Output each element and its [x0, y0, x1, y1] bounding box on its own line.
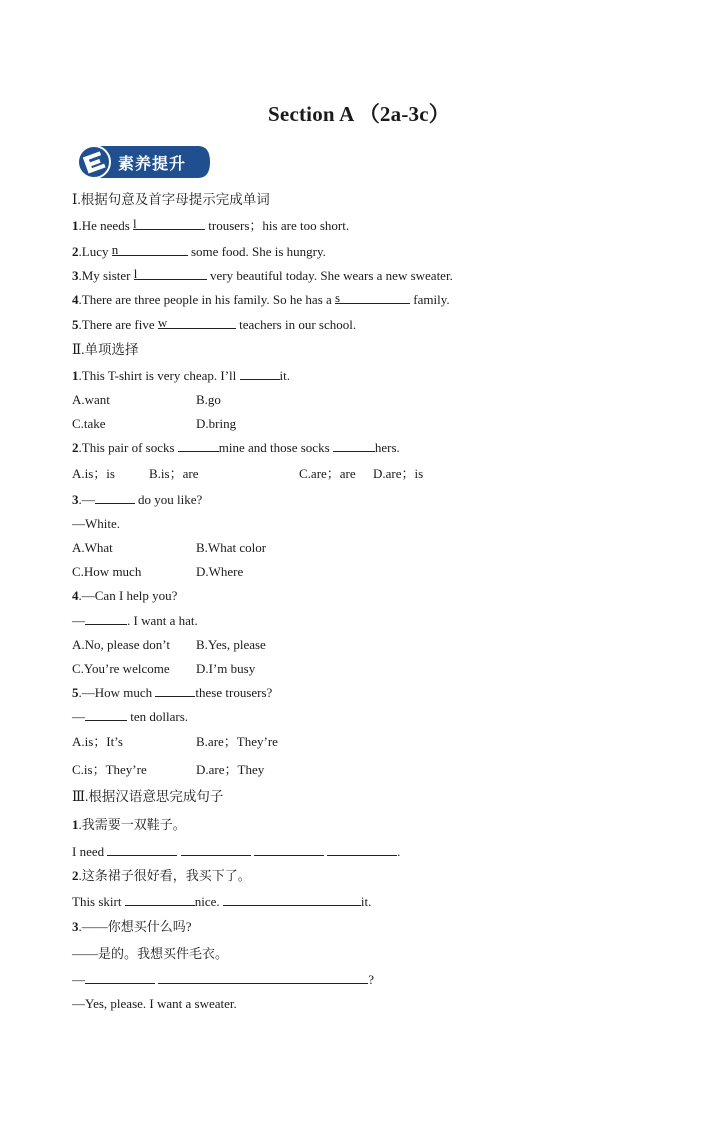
option-b[interactable]: B.is；are	[149, 466, 199, 481]
option-d[interactable]: D.I’m busy	[196, 661, 256, 676]
answer-blank[interactable]	[333, 439, 375, 452]
translation-answer-3: — ?	[72, 972, 375, 987]
dialog-reply: — ten dollars.	[72, 709, 189, 724]
mc-question-4: 4.—Can I help you?	[72, 588, 178, 603]
mc-question-1: 1.This T-shirt is very cheap. I’ll it.	[72, 368, 291, 383]
option-d[interactable]: D.are；is	[373, 466, 424, 481]
option-c[interactable]: C.You’re welcome	[72, 661, 170, 676]
option-b[interactable]: B.are；They’re	[196, 734, 278, 749]
dialog-reply: —Yes, please. I want a sweater.	[72, 996, 237, 1011]
section-heading-1: Ⅰ.根据句意及首字母提示完成单词	[72, 192, 270, 207]
translation-answer-2: This skirt nice. it.	[72, 894, 372, 909]
answer-blank[interactable]	[158, 971, 368, 984]
option-c[interactable]: C.are；are	[299, 466, 356, 481]
section-heading-3: Ⅲ.根据汉语意思完成句子	[72, 789, 224, 804]
answer-blank[interactable]: s	[335, 291, 410, 304]
answer-blank[interactable]	[125, 893, 195, 906]
page-title: Section A （2a-3c）	[268, 102, 450, 126]
answer-blank[interactable]	[155, 684, 195, 697]
mc-question-2: 2.This pair of socks mine and those socks hers.	[72, 440, 400, 455]
translation-answer-1: I need .	[72, 844, 401, 859]
option-b[interactable]: B.go	[196, 392, 221, 407]
option-c[interactable]: C.take	[72, 416, 106, 431]
answer-blank[interactable]: l	[133, 217, 205, 230]
option-b[interactable]: B.What color	[196, 540, 267, 555]
part1-item-1: 1.He needs l trousers；his are too short.	[72, 216, 350, 233]
option-d[interactable]: D.bring	[196, 416, 237, 431]
option-a[interactable]: A.is；is	[72, 466, 115, 481]
dialog-reply: —White.	[72, 516, 121, 531]
option-a[interactable]: A.is；It’s	[72, 734, 123, 749]
answer-blank[interactable]	[85, 612, 127, 625]
part1-item-3: 3.My sister l very beautiful today. She wears a new sweater.	[72, 266, 453, 283]
option-b[interactable]: B.Yes, please	[196, 637, 266, 652]
option-a[interactable]: A.want	[72, 392, 110, 407]
answer-blank[interactable]	[327, 843, 397, 856]
mc-question-3: 3.— do you like?	[72, 492, 203, 507]
answer-blank[interactable]	[223, 893, 361, 906]
translation-prompt-3: 3.——你想买什么吗?	[72, 919, 192, 934]
answer-blank[interactable]: l	[134, 267, 207, 280]
translation-prompt-2: 2.这条裙子很好看，我买下了。	[72, 868, 251, 883]
part1-item-2: 2.Lucy n some food. She is hungry.	[72, 242, 326, 259]
badge-label: 素养提升	[118, 154, 187, 173]
option-a[interactable]: A.No, please don’t	[72, 637, 170, 652]
dialog-reply: — . I want a hat.	[72, 613, 198, 628]
option-d[interactable]: D.Where	[196, 564, 244, 579]
answer-blank[interactable]	[178, 439, 219, 452]
option-a[interactable]: A.What	[72, 540, 113, 555]
answer-blank[interactable]	[254, 843, 324, 856]
mc-question-5: 5.—How much these trousers?	[72, 685, 273, 700]
answer-blank[interactable]	[85, 708, 127, 721]
translation-prompt-3-reply: ——是的。我想买件毛衣。	[72, 946, 229, 961]
part1-item-4: 4.There are three people in his family. So he has a s family.	[72, 290, 450, 307]
section-heading-2: Ⅱ.单项选择	[72, 342, 139, 357]
answer-blank[interactable]: w	[158, 316, 236, 329]
answer-blank[interactable]	[240, 367, 280, 380]
option-c[interactable]: C.How much	[72, 564, 142, 579]
answer-blank[interactable]	[95, 491, 135, 504]
translation-prompt-1: 1.我需要一双鞋子。	[72, 817, 186, 832]
option-c[interactable]: C.is；They’re	[72, 762, 147, 777]
option-d[interactable]: D.are；They	[196, 762, 265, 777]
answer-blank[interactable]	[107, 843, 177, 856]
part1-item-5: 5.There are five w teachers in our school.	[72, 315, 357, 332]
answer-blank[interactable]: n	[112, 243, 188, 256]
answer-blank[interactable]	[181, 843, 251, 856]
answer-blank[interactable]	[85, 971, 155, 984]
